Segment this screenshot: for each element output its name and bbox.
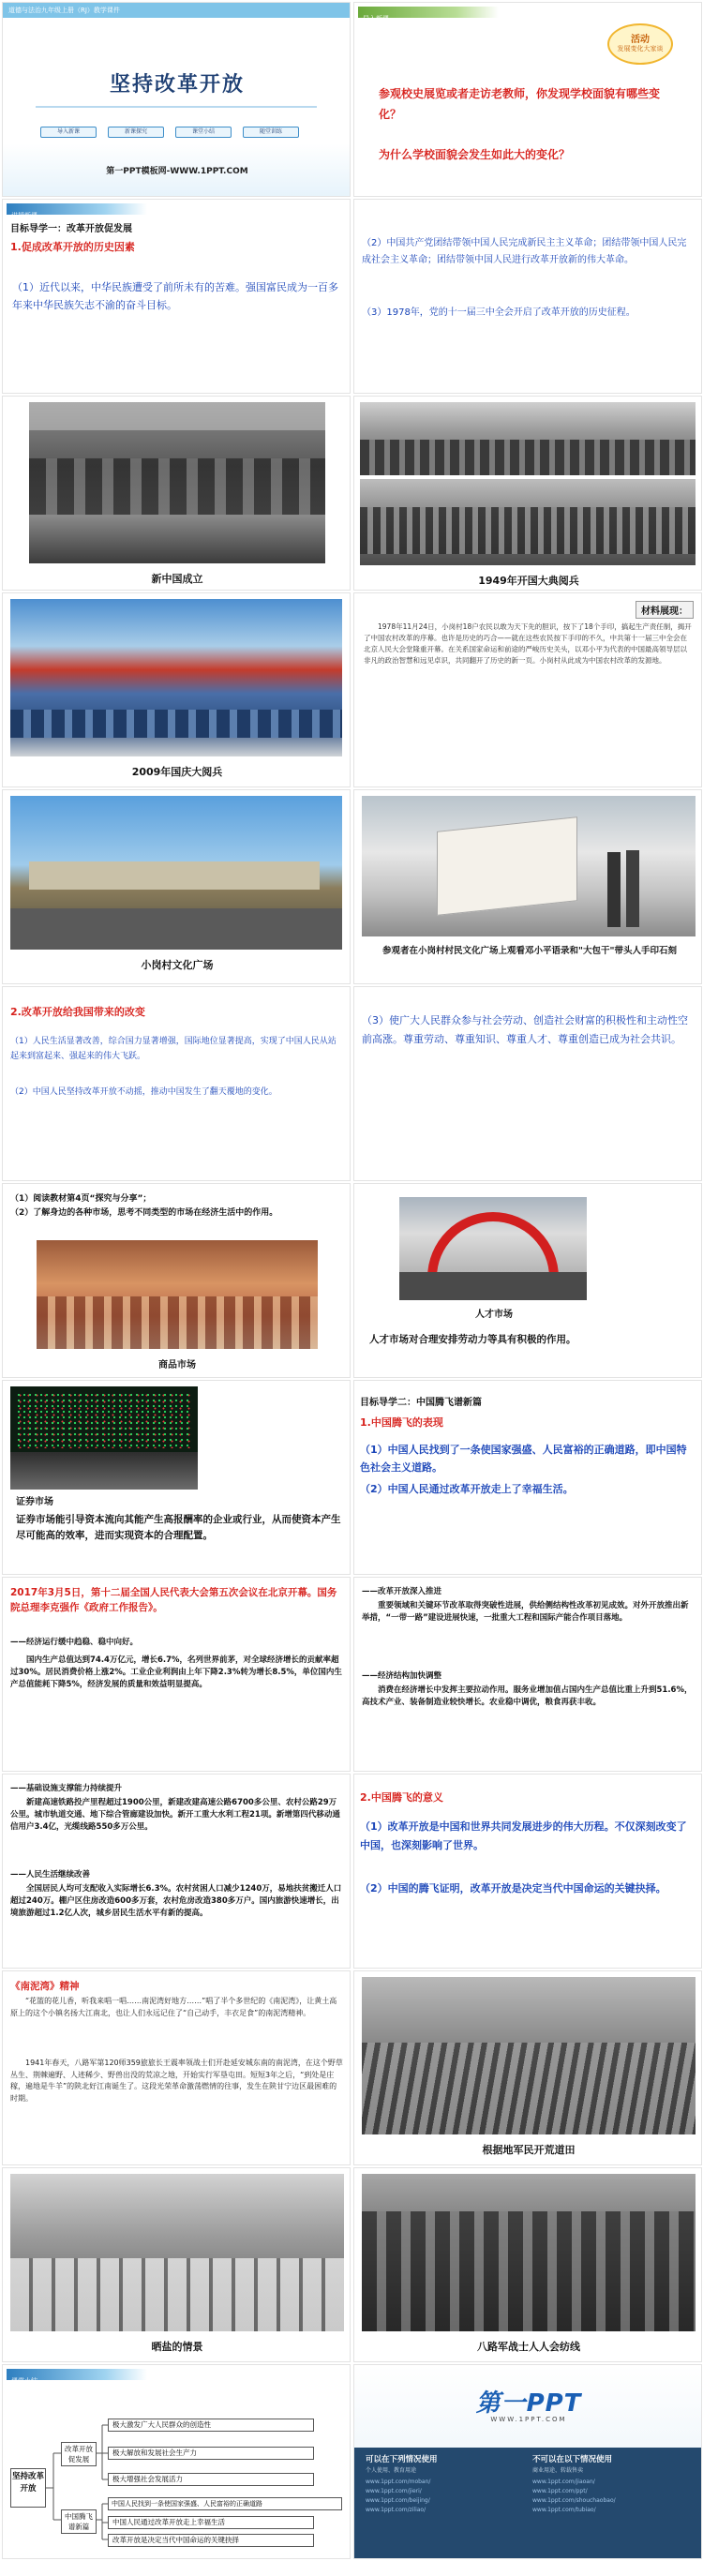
resource-link[interactable]: www.1ppt.com/beijing/ <box>366 2497 430 2504</box>
resource-link[interactable]: www.1ppt.com/tubiao/ <box>532 2507 596 2513</box>
mindmap-leaf: 中国人民通过改革开放走上幸福生活 <box>108 2516 314 2529</box>
slide-2-intro <box>353 2 702 197</box>
photo-caption: 2009年国庆大阅兵 <box>131 766 223 778</box>
resource-link[interactable]: www.1ppt.com/jiaoan/ <box>532 2479 595 2485</box>
photo-caption: 小岗村文化广场 <box>141 959 214 971</box>
mindmap-branch-1: 改革开放促发展 <box>61 2442 97 2466</box>
forbidden-title: 不可以在以下情况使用 <box>532 2455 613 2464</box>
mindmap-leaf: 改革开放是决定当代中国命运的关键抉择 <box>108 2534 314 2547</box>
nav-intro-button[interactable]: 导入新课 <box>40 127 97 138</box>
photo-caption: 1949年开国大典阅兵 <box>478 575 579 587</box>
rise-paragraph-1: （1）中国人民找到了一条使国家强盛、人民富裕的正确道路，即中国特色社会主义道路。 <box>360 1444 687 1474</box>
section-tag: 课堂小结 <box>7 2369 147 2380</box>
slide-23-photo <box>2 2167 351 2362</box>
credits-footer <box>354 2448 702 2559</box>
photo-caption: 商品市场 <box>158 1360 196 1370</box>
links-column-1 <box>366 2478 525 2515</box>
slide-7-photo <box>2 592 351 787</box>
nanniwan-text-1: “花篮的花儿香，听我来唱一唱……南泥湾好地方……”唱了半个多世纪的《南泥湾》，让黄土高原上的这个小镇名扬大江南北，也让人们永远记住了“自己动手，丰衣足食”的南泥湾精神。 <box>10 1997 337 2017</box>
mindmap-leaf: 中国人民找到一条使国家强盛、人民富裕的正确道路 <box>108 2497 342 2510</box>
report-text-2: 消费在经济增长中发挥主要拉动作用。服务业增加值占国内生产总值比重上升到51.6%，高技术产业、装备制造业较快增长。农业稳中调优，粮食再获丰收。 <box>362 1685 693 1707</box>
section-tag: 导入新课 <box>358 7 499 18</box>
nanniwan-text-2: 1941年春天，八路军第120师359旅旅长王震率领战士们开赴延安城东南的南泥湾，在这个野草丛生、荆棘遍野、人迹稀少、野兽出没的荒凉之地，开始实行军垦屯田。短短3年之后，“到处是庄稼，遍地是牛羊”的陕北好江南诞生了。这段光荣革命激荡燃情的往事，发生在陕甘宁边区最困难的时期。 <box>10 2059 343 2103</box>
photo-caption: 参观者在小岗村村民文化广场上观看邓小平语录和"大包干"带头人手印石刻 <box>382 946 677 956</box>
land-reclamation-photo <box>362 1977 696 2134</box>
spinning-soldiers-photo <box>362 2174 696 2331</box>
title-divider <box>36 106 317 108</box>
mindmap-leaf: 极大解放和发展社会生产力 <box>108 2447 314 2460</box>
section-heading: 《南泥湾》精神 <box>10 1981 80 1992</box>
nav-explore-button[interactable]: 新课探究 <box>108 127 164 138</box>
slide-4-factors-cont <box>353 199 702 394</box>
photo-caption: 新中国成立 <box>151 573 203 585</box>
mindmap-leaf: 极大增强社会发展活力 <box>108 2473 314 2486</box>
report-subheading-2: ——经济结构加快调整 <box>362 1671 442 1681</box>
intro-question-1: 参观校史展览或者走访老教师，你发现学校面貌有哪些变化？ <box>379 87 661 121</box>
change-paragraph-3: （3）使广大人民群众参与社会劳动、创造社会财富的积极性和主动性空前高涨。尊重劳动、尊重知识、尊重人才、尊重创造已成为社会共识。 <box>362 1014 688 1045</box>
slide-14-talent-market <box>353 1183 702 1378</box>
forbidden-subtitle: 商业用途、转载售卖 <box>532 2467 584 2474</box>
section-heading: 1.促成改革开放的历史因素 <box>10 241 135 253</box>
xiaogang-plaza-photo <box>10 796 342 950</box>
report-subheading: ——经济运行缓中趋稳、稳中向好。 <box>10 1638 139 1647</box>
talent-market-description: 人才市场对合理安排劳动力等具有积极的作用。 <box>369 1334 576 1345</box>
report-subheading-2: ——人民生活继续改善 <box>10 1870 91 1880</box>
national-day-parade-photo <box>10 599 342 756</box>
factor-paragraph-3: （3）1978年，党的十一届三中全会开启了改革开放的历史征程。 <box>362 307 636 318</box>
report-text: 国内生产总值达到74.4万亿元，增长6.7%，名列世界前茅，对全球经济增长的贡献率超过30%。居民消费价格上涨2%。工业企业利润由上年下降2.3%转为增长8.5%，单位国内生产总值能耗下降5%，经济发展的质量和效益明显提高。 <box>10 1655 342 1689</box>
course-header: 道德与法治九年级上册（RJ）教学课件 <box>3 3 350 18</box>
stock-market-photo <box>10 1386 198 1490</box>
goal-heading: 目标导学一：改革开放促发展 <box>10 224 132 234</box>
slide-19-report-cont <box>2 1774 351 1969</box>
slide-9-photo <box>2 789 351 984</box>
parade-photo-top <box>360 402 696 475</box>
allowed-subtitle: 个人使用、教育用途 <box>366 2467 417 2474</box>
slide-15-stock-market <box>2 1380 351 1575</box>
slide-13-markets <box>2 1183 351 1378</box>
site-credit: 第一PPT模板网-WWW.1PPT.COM <box>106 167 248 176</box>
intro-question-2: 为什么学校面貌会发生如此大的变化？ <box>379 148 571 161</box>
report-lead: 2017年3月5日，第十二届全国人民代表大会第五次会议在北京开幕。国务院总理李克强作《政府工作报告》。 <box>10 1587 337 1613</box>
links-column-2 <box>532 2478 692 2515</box>
resource-link[interactable]: www.1ppt.com/moban/ <box>366 2479 431 2485</box>
resource-link[interactable]: www.1ppt.com/ziliao/ <box>366 2507 426 2513</box>
mindmap-root: 坚持改革开放 <box>10 2468 46 2508</box>
logo-text: 第一PPT <box>475 2389 582 2418</box>
report-text-1: 重要领域和关键环节改革取得突破性进展，供给侧结构性改革初见成效。对外开放推出新举措，“一带一路”建设进展快速，一批重大工程和国际产能合作项目落地。 <box>362 1601 689 1623</box>
mindmap-branch-2: 中国腾飞谱新篇 <box>61 2509 97 2534</box>
report-text-2: 全国居民人均可支配收入实际增长6.3%。农村贫困人口减少1240万，易地扶贫搬迁人口超过240万。棚户区住房改造600多万套，农村危房改造380多万户。国内旅游快速增长，出境旅游超过1.2亿人次，城乡居民生活水平有新的提高。 <box>10 1884 342 1918</box>
logo-url: WWW.1PPT.COM <box>490 2416 567 2423</box>
slide-16-rise <box>353 1380 702 1575</box>
slide-3-factors <box>2 199 351 394</box>
rise-paragraph-2: （2）中国人民通过改革开放走上了幸福生活。 <box>360 1483 574 1495</box>
slide-17-report <box>2 1577 351 1772</box>
report-subheading-1: ——基础设施支撑能力持续提升 <box>10 1784 123 1793</box>
mindmap-lines <box>3 2365 351 2559</box>
change-paragraph-1: （1）人民生活显著改善，综合国力显著增强，国际地位显著提高，实现了中国人民从站起来到富起来、强起来的伟大飞跃。 <box>10 1037 337 1061</box>
section-heading: 2.改革开放给我国带来的改变 <box>10 1006 145 1018</box>
stone-book-photo <box>362 796 696 936</box>
slide-12-changes-cont <box>353 986 702 1181</box>
mindmap-leaf: 极大激发广大人民群众的创造性 <box>108 2419 314 2432</box>
stock-market-description: 证券市场能引导资本流向其能产生高报酬率的企业或行业，从而使资本产生尽可能高的效率，进而实现资本的合理配置。 <box>16 1514 341 1541</box>
activity-badge: 活动 发展变化大家谈 <box>607 23 673 65</box>
nav-buttons <box>40 127 322 138</box>
material-text: 1978年11月24日，小岗村18户农民以敢为天下先的胆识，按下了18个手印，搞起生产责任制，揭开了中国农村改革的序幕。也许是历史的巧合——就在这些农民按下手印的不久，中共第十一届三中全会在北京人民大会堂隆重开幕。在关系国家命运和前途的严峻历史关头，以邓小平为代表的中国最高领导层以非凡的政治智慧和远见卓识，共同翻开了历史的新一页。小岗村从此成为中国农村改革的发源地。 <box>364 622 692 665</box>
parade-photo-bottom <box>360 479 696 565</box>
change-paragraph-2: （2）中国人民坚持改革开放不动摇，推动中国发生了翻天覆地的变化。 <box>10 1087 277 1097</box>
slide-18-report-cont <box>353 1577 702 1772</box>
factor-paragraph-1: （1）近代以来，中华民族遭受了前所未有的苦难。强国富民成为一百多年来中华民族矢志不渝的奋斗目标。 <box>12 281 338 311</box>
slide-10-photo <box>353 789 702 984</box>
commodity-market-photo <box>37 1240 318 1349</box>
founding-ceremony-photo <box>29 402 325 563</box>
slide-20-significance <box>353 1774 702 1969</box>
task-2: （2）了解身边的各种市场，思考不同类型的市场在经济生活中的作用。 <box>10 1208 278 1218</box>
page-title: 坚持改革开放 <box>109 73 245 97</box>
goal-heading: 目标导学二：中国腾飞谱新篇 <box>360 1398 482 1408</box>
factor-paragraph-2: （2）中国共产党团结带领中国人民完成新民主主义革命；团结带领中国人民完成社会主义革命；团结带领中国人民进行改革开放新的伟大革命。 <box>362 238 687 265</box>
report-subheading-1: ——改革开放深入推进 <box>362 1587 442 1596</box>
allowed-title: 可以在下列情况使用 <box>366 2455 438 2464</box>
slide-1-title <box>2 2 351 197</box>
photo-caption: 人才市场 <box>475 1310 513 1320</box>
slide-6-photo <box>353 396 702 591</box>
section-heading: 2.中国腾飞的意义 <box>360 1791 443 1804</box>
resource-link[interactable]: www.1ppt.com/jieri/ <box>366 2488 422 2494</box>
slide-5-photo <box>2 396 351 591</box>
resource-link[interactable]: www.1ppt.com/shouchaobao/ <box>532 2497 616 2504</box>
resource-link[interactable]: www.1ppt.com/ppt/ <box>532 2488 588 2494</box>
nav-practice-button[interactable]: 随堂训练 <box>243 127 299 138</box>
slide-24-photo <box>353 2167 702 2362</box>
slide-26-credits <box>353 2364 702 2559</box>
slide-25-summary <box>2 2364 351 2559</box>
nav-summary-button[interactable]: 课堂小结 <box>175 127 232 138</box>
photo-caption: 晒盐的情景 <box>151 2341 203 2353</box>
task-1: （1）阅读教材第4页“探究与分享”； <box>10 1194 152 1204</box>
salt-drying-photo <box>10 2174 344 2331</box>
slide-21-nanniwan <box>2 1970 351 2165</box>
slide-11-changes <box>2 986 351 1181</box>
section-heading: 1.中国腾飞的表现 <box>360 1416 443 1429</box>
talent-market-photo <box>399 1197 587 1300</box>
slide-22-photo <box>353 1970 702 2165</box>
significance-paragraph-1: （1）改革开放是中国和世界共同发展进步的伟大历程。不仅深刻改变了中国，也深刻影响了世界。 <box>360 1820 687 1851</box>
report-text-1: 新建高速铁路投产里程超过1900公里，新建改建高速公路6700多公里、农村公路29万公里。城市轨道交通、地下综合管廊建设加快。新开工重大水利工程21项。新增第四代移动通信用户3.4亿，光缆线路550多万公里。 <box>10 1798 340 1832</box>
photo-caption: 八路军战士人人会纺线 <box>477 2341 580 2353</box>
photo-caption: 根据地军民开荒道田 <box>482 2144 576 2156</box>
significance-paragraph-2: （2）中国的腾飞证明，改革开放是决定当代中国命运的关键抉择。 <box>360 1882 666 1895</box>
section-tag: 讲授新课 <box>7 203 147 215</box>
material-label: 材料展现： <box>636 601 694 619</box>
photo-caption: 证券市场 <box>16 1497 53 1507</box>
slide-8-material <box>353 592 702 787</box>
